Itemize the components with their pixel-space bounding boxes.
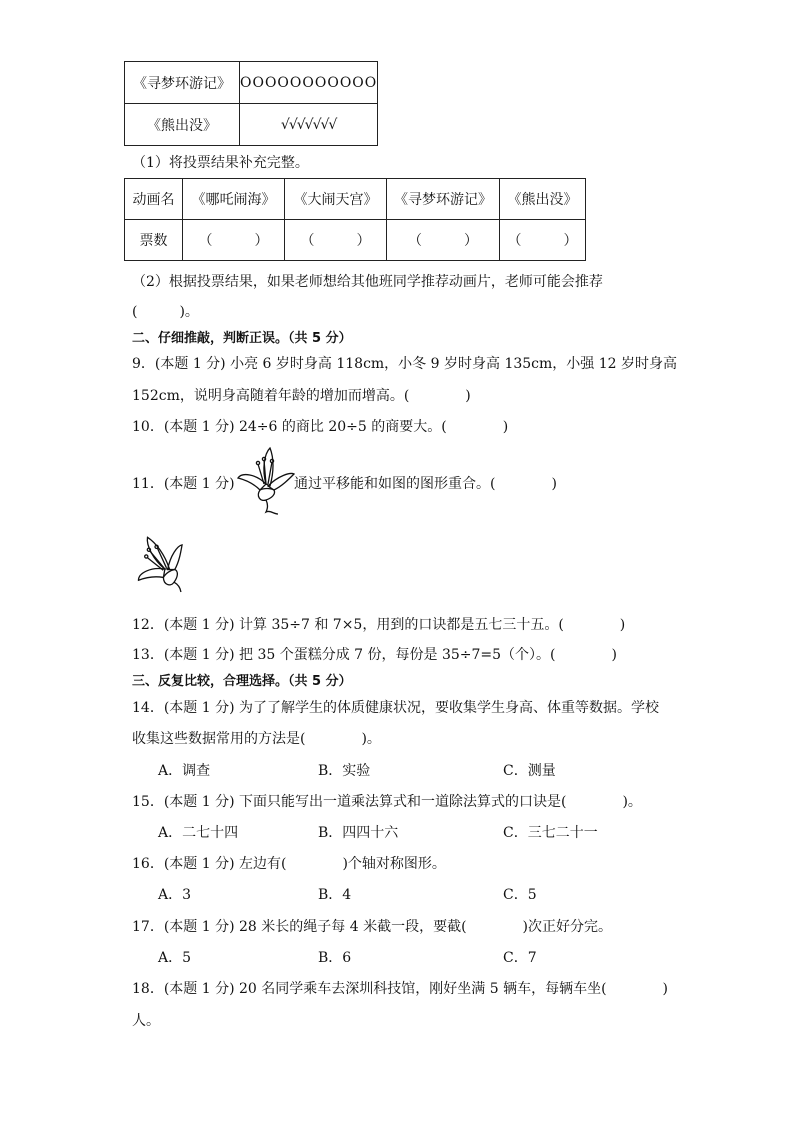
- table-row: [125, 62, 378, 104]
- question-14-line2: 收集这些数据常用的方法是( )。: [132, 731, 381, 747]
- question-10: 10．(本题 1 分) 24÷6 的商比 20÷5 的商要大。( ): [132, 419, 509, 435]
- question-15: 15．(本题 1 分) 下面只能写出一道乘法算式和一道除法算式的口诀是( )。: [132, 794, 642, 810]
- header-cell: 动画名: [125, 179, 183, 220]
- answer-blank[interactable]: （ ）: [387, 220, 500, 261]
- answer-blank[interactable]: （ ）: [183, 220, 285, 261]
- question-11-text: 通过平移能和如图的图形重合。( ): [294, 476, 557, 492]
- question-11-prefix: 11．(本题 1 分): [132, 476, 235, 492]
- movie-name-cell: 《寻梦环游记》: [125, 62, 240, 104]
- option-a[interactable]: A．调查: [158, 763, 211, 779]
- option-a[interactable]: A．二七十四: [158, 825, 239, 841]
- question-13: 13．(本题 1 分) 把 35 个蛋糕分成 7 份，每份是 35÷7=5（个）。( ): [132, 647, 617, 663]
- option-a[interactable]: A．5: [158, 950, 192, 966]
- table-row: [125, 220, 586, 261]
- option-b[interactable]: B．4: [318, 887, 352, 903]
- question-12: 12．(本题 1 分) 计算 35÷7 和 7×5，用到的口诀都是五七三十五。( ): [132, 617, 626, 633]
- tally-marks-cell: √√√√√√√: [240, 104, 378, 146]
- vote-result-table: [124, 178, 586, 261]
- question-9-line1: 9．(本题 1 分) 小亮 6 岁时身高 118cm，小冬 9 岁时身高 135cm，小强 12 岁时身高: [132, 356, 677, 372]
- option-c[interactable]: C．测量: [503, 763, 556, 779]
- question-9-line2: 152cm，说明身高随着年龄的增加而增高。( ): [132, 388, 471, 404]
- row-label-cell: 票数: [125, 220, 183, 261]
- option-c[interactable]: C．7: [503, 950, 537, 966]
- table-row: [125, 104, 378, 146]
- option-c[interactable]: C．5: [503, 887, 537, 903]
- option-b[interactable]: B．四四十六: [318, 825, 399, 841]
- table-header-row: [125, 179, 586, 220]
- question-14-line1: 14．(本题 1 分) 为了了解学生的体质健康状况，要收集学生身高、体重等数据。学校: [132, 700, 659, 716]
- rotated-lily-flower-icon: [132, 530, 192, 600]
- header-cell: 《寻梦环游记》: [387, 179, 500, 220]
- answer-blank[interactable]: （ ）: [500, 220, 586, 261]
- header-cell: 《大闹天宫》: [285, 179, 387, 220]
- option-b[interactable]: B．6: [318, 950, 352, 966]
- question-18-line2: 人。: [132, 1013, 160, 1029]
- header-cell: 《哪吒闹海》: [183, 179, 285, 220]
- option-b[interactable]: B．实验: [318, 763, 371, 779]
- tally-marks-cell: OOOOOOOOOOO: [240, 62, 378, 104]
- option-a[interactable]: A．3: [158, 887, 192, 903]
- section-2-heading: 二、仔细推敲，判断正误。（共 5 分）: [132, 331, 352, 346]
- question-18-line1: 18．(本题 1 分) 20 名同学乘车去深圳科技馆，刚好坐满 5 辆车，每辆车坐( ): [132, 981, 668, 997]
- question-2-line1: （2）根据投票结果，如果老师想给其他班同学推荐动画片，老师可能会推荐: [132, 274, 603, 290]
- lily-flower-icon: [236, 444, 296, 516]
- answer-blank[interactable]: （ ）: [285, 220, 387, 261]
- vote-tally-table: [124, 61, 378, 146]
- header-cell: 《熊出没》: [500, 179, 586, 220]
- question-16: 16．(本题 1 分) 左边有( )个轴对称图形。: [132, 856, 446, 872]
- movie-name-cell: 《熊出没》: [125, 104, 240, 146]
- question-2-line2: ( )。: [132, 304, 199, 320]
- question-17: 17．(本题 1 分) 28 米长的绳子每 4 米截一段，要截( )次正好分完。: [132, 919, 612, 935]
- section-3-heading: 三、反复比较，合理选择。（共 5 分）: [132, 674, 352, 689]
- question-1-text: （1）将投票结果补充完整。: [132, 155, 309, 171]
- option-c[interactable]: C．三七二十一: [503, 825, 598, 841]
